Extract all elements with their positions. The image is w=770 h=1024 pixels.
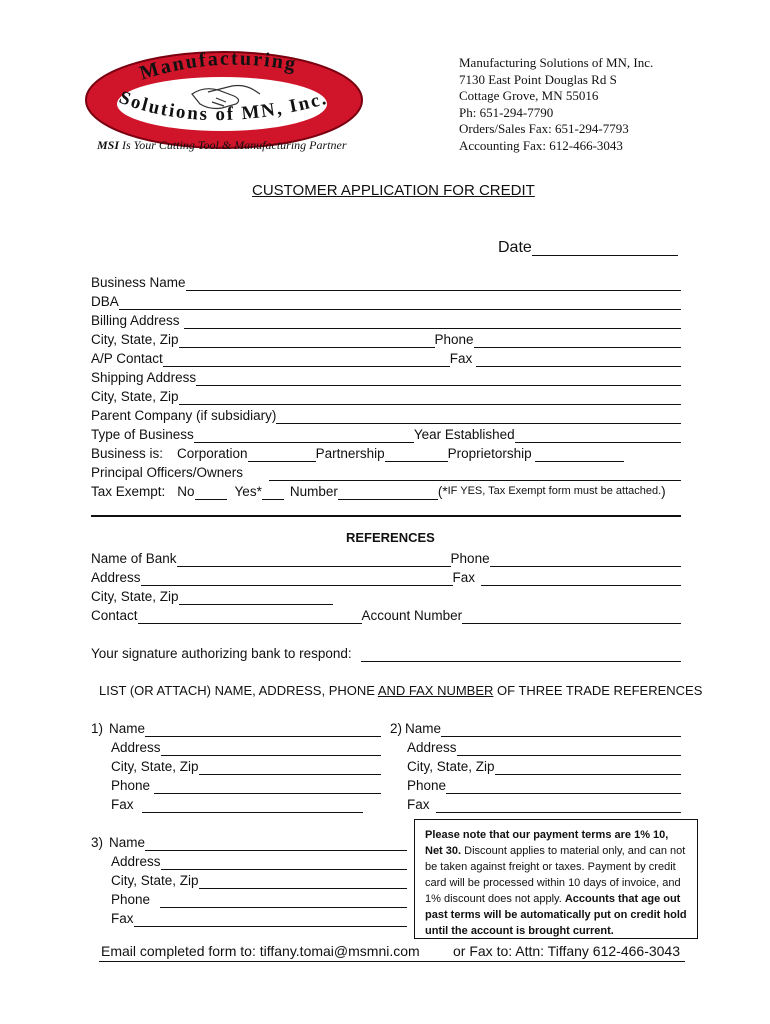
city-phone-row [91,329,681,348]
ref3-name-row [91,832,407,851]
footer-underline [99,961,685,962]
ref1-city-row [91,756,381,775]
type-of-business-row [91,424,681,443]
date-row [498,234,680,256]
date-field[interactable] [532,241,678,256]
ref2-city-field[interactable] [495,760,681,775]
logo-word-top: Manufacturing [137,50,300,85]
billing-address-field[interactable] [184,314,681,329]
billing-address-label: Billing Address [91,313,180,328]
shipping-address-label: Shipping Address [91,370,197,385]
ref1-phone-label: Phone [111,778,151,793]
customer-info-section [91,272,681,500]
trade-reference-1 [91,718,381,813]
ref3-fax-row [91,908,407,927]
ref1-address-field[interactable] [161,741,381,756]
ref1-address-label: Address [111,740,161,755]
account-number-field[interactable] [462,609,681,624]
bank-phone-field[interactable] [490,552,681,567]
ref1-fax-field[interactable] [142,798,363,813]
ref3-city-row [91,870,407,889]
type-of-business-label: Type of Business [91,427,194,442]
dba-row [91,291,681,310]
company-orders-fax: Orders/Sales Fax: 651-294-7793 [459,121,629,136]
ref3-address-label: Address [111,854,161,869]
corporation-label: Corporation [177,446,248,461]
ref2-fax-row [390,794,681,813]
bank-address-row [91,567,681,586]
shipping-city-label: City, State, Zip [91,389,179,404]
ap-contact-label: A/P Contact [91,351,163,366]
tagline: MSI Is Your Cutting Tool & Manufacturing Partner [97,138,347,152]
ref2-city-label: City, State, Zip [407,759,495,774]
payment-terms-note [414,819,698,939]
parent-company-label: Parent Company (if subsidiary) [91,408,277,423]
ref3-name-label: Name [109,835,146,850]
account-number-label: Account Number [361,608,463,623]
business-name-label: Business Name [91,275,186,290]
logo-word-bottom: Solutions of MN, Inc. [116,87,331,126]
fax-field[interactable] [476,352,681,367]
ref3-name-field[interactable] [145,836,407,851]
phone-field[interactable] [474,333,681,348]
bank-address-label: Address [91,570,141,585]
ref1-name-label: Name [109,721,146,736]
footer-email: Email completed form to: tiffany.tomai@msmni.com [101,943,420,959]
ref2-number: 2) [390,721,403,736]
ref2-name-row [390,718,681,737]
bank-contact-field[interactable] [138,609,362,624]
billing-address-row [91,310,681,329]
shipping-address-row [91,367,681,386]
proprietorship-field[interactable] [535,447,624,462]
tax-exempt-label: Tax Exempt: [91,484,166,499]
tax-no-label: No [177,484,195,499]
svg-text:Solutions of MN, Inc. [116,87,330,125]
bank-contact-label: Contact [91,608,138,623]
ref3-number: 3) [91,835,104,850]
tax-no-field[interactable] [195,485,227,500]
business-name-field[interactable] [186,276,681,291]
bank-fax-label: Fax [452,570,476,585]
company-name: Manufacturing Solutions of MN, Inc. [459,55,654,70]
ref1-address-row [91,737,381,756]
city-label: City, State, Zip [91,332,179,347]
ref1-number: 1) [91,721,104,736]
tax-note: IF YES, Tax Exempt form must be attached. [447,485,662,497]
ref2-address-label: Address [407,740,457,755]
trade-reference-2 [390,718,681,813]
page-title: CUSTOMER APPLICATION FOR CREDIT [252,182,535,199]
ref1-name-row [91,718,381,737]
signature-label: Your signature authorizing bank to respond: [91,646,352,661]
ref3-phone-label: Phone [111,892,151,907]
tax-yes-field[interactable] [262,485,284,500]
city-field[interactable] [179,333,435,348]
signature-row [91,643,681,662]
bank-address-field[interactable] [141,571,453,586]
tax-number-field[interactable] [338,485,438,500]
ref2-phone-field[interactable] [446,779,681,794]
references-heading: REFERENCES [346,530,435,545]
dba-field[interactable] [119,295,681,310]
business-is-label: Business is: [91,446,164,461]
tax-number-label: Number [289,484,338,499]
ap-contact-row [91,348,681,367]
bank-phone-label: Phone [450,551,490,566]
tax-note-open: (* [437,484,448,499]
ref1-fax-row [91,794,363,813]
bank-city-label: City, State, Zip [91,589,179,604]
bank-reference-section [91,548,681,624]
company-street: 7130 East Point Douglas Rd S [459,71,617,87]
phone-label: Phone [434,332,474,347]
ref2-address-row [390,737,681,756]
parent-company-field[interactable] [276,409,681,424]
bank-name-row [91,548,681,567]
type-of-business-field[interactable] [194,428,414,443]
svg-text:Manufacturing [137,50,299,85]
ref3-phone-row [91,889,407,908]
ref3-address-field[interactable] [161,855,407,870]
tax-yes-label: Yes* [234,484,262,499]
ref2-fax-label: Fax [407,797,430,812]
ref2-city-row [390,756,681,775]
year-established-field[interactable] [515,428,681,443]
principal-officers-field[interactable] [269,466,681,481]
parent-company-row [91,405,681,424]
bank-name-label: Name of Bank [91,551,177,566]
bank-fax-field[interactable] [481,571,681,586]
ref3-fax-label: Fax [111,911,134,926]
note-bold-terms: Please note that our payment terms are 1% 10, Net 30. [425,829,669,857]
ref2-name-field[interactable] [441,722,681,737]
bank-city-row [91,586,681,605]
company-phone: Ph: 651-294-7790 [459,104,554,120]
ref1-phone-row [91,775,381,794]
ref1-city-field[interactable] [199,760,381,775]
ref3-city-field[interactable] [199,874,407,889]
note-text: Discount applies to material only, and can not be taken against freight or taxes. Payment by credit card will be processed within 10 days of invoice, and 1% discount does not apply. [425,845,686,905]
ref3-address-row [91,851,407,870]
company-city: Cottage Grove, MN 55016 [459,88,599,103]
ref2-phone-label: Phone [407,778,447,793]
tax-note-close: ) [661,484,666,499]
ref2-fax-field[interactable] [436,798,681,813]
signature-field[interactable] [361,647,681,662]
date-label: Date [498,239,532,256]
principal-officers-row [91,462,681,481]
company-accounting-fax: Accounting Fax: 612-466-3043 [459,137,623,153]
ref3-phone-field[interactable] [160,893,407,908]
partnership-field[interactable] [385,447,448,462]
tax-exempt-row [91,481,681,500]
shipping-address-field[interactable] [196,371,681,386]
ref3-fax-field[interactable] [134,912,407,927]
ref3-city-label: City, State, Zip [111,873,199,888]
shipping-city-row [91,386,681,405]
ref2-phone-row [390,775,681,794]
dba-label: DBA [91,294,119,309]
proprietorship-label: Proprietorship [447,446,532,461]
trade-reference-3 [91,832,407,927]
shipping-city-field[interactable] [179,390,681,405]
ref2-name-label: Name [405,721,442,736]
business-is-row [91,443,681,462]
ap-contact-field[interactable] [163,352,450,367]
ref1-city-label: City, State, Zip [111,759,199,774]
ref2-address-field[interactable] [457,741,681,756]
trade-references-instruction: LIST (OR ATTACH) NAME, ADDRESS, PHONE AND FAX NUMBER OF THREE TRADE REFERENCES [99,683,703,698]
fax-label: Fax [449,351,473,366]
bank-contact-row [91,605,681,624]
ref1-phone-field[interactable] [154,779,381,794]
note-bold-credit-hold: Accounts that age out past terms will be automatically put on credit hold until the account is brought current. [425,893,687,937]
company-address [459,55,653,154]
ref1-name-field[interactable] [145,722,381,737]
year-established-label: Year Established [413,427,515,442]
footer-fax: or Fax to: Attn: Tiffany 612-466-3043 [453,943,680,959]
ref1-fax-label: Fax [111,797,134,812]
business-name-row [91,272,681,291]
section-divider [91,515,681,517]
corporation-field[interactable] [248,447,316,462]
partnership-label: Partnership [315,446,385,461]
bank-city-field[interactable] [179,590,333,605]
bank-name-field[interactable] [177,552,451,567]
principal-officers-label: Principal Officers/Owners [91,465,244,480]
